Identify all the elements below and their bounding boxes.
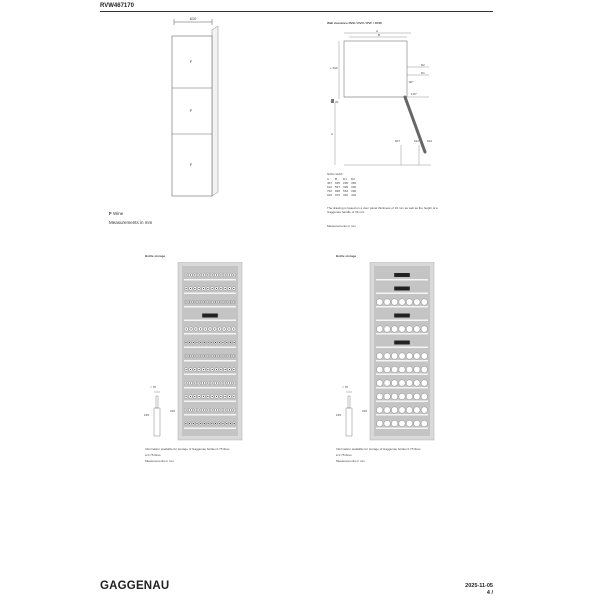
table-cell: 295 bbox=[343, 181, 349, 185]
shelf bbox=[184, 414, 236, 416]
bottle-neck-icon bbox=[216, 409, 217, 410]
bottle-neck-icon bbox=[194, 382, 195, 383]
bottle-neck-icon bbox=[233, 396, 234, 397]
bottle-neck-icon bbox=[233, 409, 234, 410]
bottle-icon bbox=[377, 407, 383, 413]
shelf bbox=[184, 428, 236, 430]
niche-width-title: Niche width bbox=[327, 172, 343, 176]
bottle-neck-icon bbox=[229, 274, 230, 275]
bottle-neck-icon bbox=[234, 423, 235, 424]
bottle-neck-icon bbox=[199, 288, 200, 289]
bottle-neck-icon bbox=[193, 342, 194, 343]
table-cell: 564 bbox=[343, 189, 349, 193]
bottle-neck-icon bbox=[219, 355, 220, 356]
shelf bbox=[376, 347, 428, 349]
bottle-storage-title-right: Bottle storage bbox=[336, 254, 357, 258]
bottle-neck-icon bbox=[219, 423, 220, 424]
bottle-neck-icon bbox=[203, 396, 204, 397]
bottle-neck-icon bbox=[222, 301, 223, 302]
table-header: A bbox=[327, 177, 330, 181]
bottle-storage-title-left: Bottle storage bbox=[145, 254, 166, 258]
bottle-neck-icon bbox=[212, 409, 213, 410]
bottle-icon bbox=[399, 353, 405, 359]
display-panel bbox=[394, 287, 410, 291]
bottle-neck-icon bbox=[189, 423, 190, 424]
table-cell: 340 bbox=[343, 193, 349, 197]
shelf bbox=[376, 387, 428, 389]
bottle-neck-icon bbox=[199, 274, 200, 275]
bottle-icon bbox=[391, 407, 397, 413]
bottle-neck-icon bbox=[215, 301, 216, 302]
bottle-neck-icon bbox=[234, 301, 235, 302]
bottle-neck-icon bbox=[220, 396, 221, 397]
bottle-icon bbox=[377, 393, 383, 399]
bottle-neck-icon bbox=[185, 301, 186, 302]
bottle-neck-icon bbox=[230, 301, 231, 302]
bottle-neck-icon bbox=[211, 342, 212, 343]
bottle-neck-icon bbox=[200, 301, 201, 302]
bottle-neck-icon bbox=[185, 423, 186, 424]
angle-label: 115° bbox=[411, 92, 417, 96]
bottle-neck-icon bbox=[208, 301, 209, 302]
display-panel bbox=[202, 314, 218, 318]
bottle-neck-icon bbox=[199, 396, 200, 397]
bottle-icon bbox=[406, 407, 412, 413]
bottle-neck-icon bbox=[186, 328, 187, 329]
table-cell: 762 bbox=[327, 189, 333, 193]
shelf bbox=[376, 279, 428, 281]
shelf bbox=[184, 320, 236, 322]
table-cell: 457 bbox=[327, 181, 333, 185]
bottle-icon bbox=[399, 366, 405, 372]
bottle-neck-icon bbox=[219, 328, 220, 329]
bottle-neck-icon bbox=[229, 409, 230, 410]
bottle-icon bbox=[414, 326, 420, 332]
bottle-neck-icon bbox=[190, 369, 191, 370]
bottle-neck-icon bbox=[215, 423, 216, 424]
bottle-neck-icon bbox=[226, 342, 227, 343]
bottle-icon bbox=[377, 366, 383, 372]
bottle-neck-icon bbox=[208, 342, 209, 343]
bottle-neck-icon bbox=[219, 301, 220, 302]
table-cell: 910 bbox=[327, 193, 333, 197]
compartment-label-1: F bbox=[189, 59, 193, 64]
bottle-icon bbox=[377, 380, 383, 386]
display-panel bbox=[394, 273, 410, 277]
shelf bbox=[184, 306, 236, 308]
bottle-neck-icon bbox=[196, 342, 197, 343]
bottle-neck-icon bbox=[212, 369, 213, 370]
bottle-neck-icon bbox=[194, 288, 195, 289]
bottle-icon bbox=[391, 393, 397, 399]
bottle-icon bbox=[377, 326, 383, 332]
bottle-neck-icon bbox=[203, 369, 204, 370]
bottle-neck-icon bbox=[196, 301, 197, 302]
bottle-neck-icon bbox=[216, 369, 217, 370]
shelf bbox=[184, 374, 236, 376]
bottle-neck-icon bbox=[212, 288, 213, 289]
dim-607-label: 607 bbox=[395, 139, 401, 143]
bottle-icon bbox=[391, 366, 397, 372]
table-cell: 970 bbox=[335, 193, 341, 197]
bottle-note-right-1: Information available for storage of Gaggenau bottles 0.75 litres bbox=[336, 447, 421, 451]
bottle-neck-icon bbox=[224, 328, 225, 329]
bottle-icon bbox=[391, 299, 397, 305]
clearance-table bbox=[327, 177, 359, 197]
bottle-note-left-3: Measurements in mm bbox=[145, 459, 174, 463]
table-header: D2 bbox=[351, 177, 355, 181]
bottle-neck-icon bbox=[193, 355, 194, 356]
bottle-neck-icon bbox=[229, 382, 230, 383]
bottle-icon bbox=[384, 420, 390, 426]
bottle-icon bbox=[399, 420, 405, 426]
measurements-note-clearance: Measurements in mm bbox=[327, 224, 356, 228]
bottle-neck-icon bbox=[219, 342, 220, 343]
bottle-note-left-2: ● 0.75 litres bbox=[145, 453, 161, 457]
depth-dimension-label: 610 bbox=[189, 16, 197, 21]
bottle-neck-icon bbox=[204, 342, 205, 343]
shelf bbox=[184, 279, 236, 281]
table-cell: 399 bbox=[343, 185, 349, 189]
shelf bbox=[184, 347, 236, 349]
small-dim-label: 20 bbox=[335, 100, 339, 104]
bottle-note-right-2: ● 0.75 litres bbox=[336, 453, 352, 457]
bottle-neck-icon bbox=[220, 382, 221, 383]
bottle-neck-icon bbox=[207, 288, 208, 289]
bottle-neck-icon bbox=[199, 409, 200, 410]
table-cell: 597 bbox=[335, 185, 341, 189]
header-rule bbox=[100, 11, 493, 12]
bottle-neck-icon bbox=[225, 288, 226, 289]
bottle-neck-icon bbox=[222, 342, 223, 343]
bottle-neck-icon bbox=[215, 355, 216, 356]
bottle-neck-icon bbox=[194, 409, 195, 410]
bottle-icon bbox=[421, 299, 427, 305]
bottle-neck-icon bbox=[203, 382, 204, 383]
bottle-icon bbox=[421, 407, 427, 413]
bottle-icon bbox=[421, 326, 427, 332]
legend-symbol: F bbox=[109, 211, 112, 216]
bottle-neck-icon bbox=[225, 369, 226, 370]
bottle-neck-icon bbox=[190, 328, 191, 329]
bottle-neck-icon bbox=[207, 409, 208, 410]
bottle-icon bbox=[406, 326, 412, 332]
bottle-neck-icon bbox=[222, 423, 223, 424]
bottle-note-right-2-text: 0.75 litres bbox=[338, 453, 352, 457]
bottle-neck-icon bbox=[194, 369, 195, 370]
bottle-neck-icon bbox=[220, 288, 221, 289]
bottle-neck-icon bbox=[230, 423, 231, 424]
bottle-neck-icon bbox=[207, 369, 208, 370]
bottle-neck-icon bbox=[225, 396, 226, 397]
bottle-neck-icon bbox=[204, 301, 205, 302]
bottle-neck-icon bbox=[228, 328, 229, 329]
bottle-icon bbox=[421, 353, 427, 359]
table-cell: 330 bbox=[351, 185, 357, 189]
bottle-neck-icon bbox=[212, 274, 213, 275]
bottle-icon bbox=[384, 353, 390, 359]
bottle-neck-icon bbox=[190, 288, 191, 289]
bottle-icon bbox=[399, 299, 405, 305]
bottle-icon bbox=[384, 393, 390, 399]
dim-610-label: 610 bbox=[427, 139, 433, 143]
shelf bbox=[376, 374, 428, 376]
shelf bbox=[376, 401, 428, 403]
bottle-icon bbox=[391, 326, 397, 332]
bottle-neck-icon bbox=[196, 423, 197, 424]
shelf bbox=[376, 414, 428, 416]
bottle-neck-icon bbox=[196, 355, 197, 356]
dim-label-d2: D2 bbox=[421, 63, 425, 67]
bottle-icon bbox=[406, 299, 412, 305]
shelf bbox=[184, 293, 236, 295]
bottle-icon bbox=[384, 366, 390, 372]
table-header: D1 bbox=[343, 177, 347, 181]
bottle-neck-icon bbox=[203, 274, 204, 275]
bottle-icon bbox=[414, 407, 420, 413]
bottle-note-left-2-text: 0.75 litres bbox=[147, 453, 161, 457]
bottle-neck-icon bbox=[233, 369, 234, 370]
bottle-neck-icon bbox=[208, 355, 209, 356]
bottle-neck-icon bbox=[211, 301, 212, 302]
bottle-neck-icon bbox=[200, 423, 201, 424]
bottle-neck-icon bbox=[234, 355, 235, 356]
bottle-icon bbox=[414, 366, 420, 372]
bottle-neck-icon bbox=[193, 301, 194, 302]
bottle-icon bbox=[384, 407, 390, 413]
bottle-icon bbox=[406, 353, 412, 359]
display-panel bbox=[394, 314, 410, 318]
bottle-neck-icon bbox=[204, 423, 205, 424]
model-number: RVW467170 bbox=[100, 3, 134, 9]
bottle-icon bbox=[406, 366, 412, 372]
table-row bbox=[327, 193, 359, 197]
bottle-neck-icon bbox=[190, 409, 191, 410]
dim-label-d1: D1 bbox=[421, 71, 425, 75]
bottle-neck-icon bbox=[234, 342, 235, 343]
table-cell: 402 bbox=[351, 193, 357, 197]
bottle-neck-icon bbox=[186, 382, 187, 383]
legend-text: Wine bbox=[113, 211, 124, 216]
bottle-icon bbox=[377, 299, 383, 305]
shelf bbox=[376, 306, 428, 308]
bottle-neck-icon bbox=[226, 423, 227, 424]
bottle-icon bbox=[406, 393, 412, 399]
compartment-label-2: F bbox=[189, 108, 193, 113]
bottle-icon bbox=[377, 420, 383, 426]
bottle-neck-icon bbox=[220, 409, 221, 410]
bottle-icon bbox=[421, 393, 427, 399]
bottle-neck-icon bbox=[200, 328, 201, 329]
bottle-neck-icon bbox=[216, 288, 217, 289]
bottle-neck-icon bbox=[200, 342, 201, 343]
bottle-icon bbox=[384, 326, 390, 332]
bottle-neck-icon bbox=[225, 409, 226, 410]
table-cell: 365 bbox=[351, 181, 357, 185]
bottle-neck-icon bbox=[216, 396, 217, 397]
bottle-neck-icon bbox=[194, 274, 195, 275]
dim-label-b: B bbox=[377, 33, 381, 37]
bottle-neck-icon bbox=[199, 369, 200, 370]
table-cell: 635 bbox=[335, 181, 341, 185]
legend bbox=[109, 211, 123, 216]
bottle-neck-icon bbox=[220, 369, 221, 370]
bottle-neck-icon bbox=[226, 301, 227, 302]
height-label-a: A bbox=[331, 132, 334, 136]
bottle-storage-drawing-left bbox=[140, 262, 250, 442]
bottle-neck-icon bbox=[233, 288, 234, 289]
bottle-neck-icon bbox=[207, 396, 208, 397]
bottle-icon bbox=[414, 420, 420, 426]
bottle-neck-icon bbox=[190, 396, 191, 397]
shelf bbox=[376, 333, 428, 335]
compartment-label-3: F bbox=[189, 162, 193, 167]
table-cell: 395 bbox=[351, 189, 357, 193]
bottle-neck-icon bbox=[204, 355, 205, 356]
bottle-neck-icon bbox=[186, 369, 187, 370]
bottle-neck-icon bbox=[189, 342, 190, 343]
bottle-neck-icon bbox=[185, 355, 186, 356]
bottle-neck-icon bbox=[193, 423, 194, 424]
appliance-dimension-drawing bbox=[160, 14, 240, 199]
bottle-neck-icon bbox=[233, 274, 234, 275]
document-date: 2025-11-05 bbox=[465, 583, 493, 589]
measurements-note-sketch: Measurements in mm bbox=[109, 220, 153, 225]
shelf bbox=[184, 360, 236, 362]
bottle-neck-icon bbox=[200, 355, 201, 356]
bottle-neck-icon bbox=[229, 396, 230, 397]
bottle-neck-icon bbox=[209, 328, 210, 329]
bottle-neck-icon bbox=[190, 382, 191, 383]
shelf bbox=[376, 428, 428, 430]
bottle-icon bbox=[399, 380, 405, 386]
hinge-label: 90° bbox=[409, 80, 414, 84]
bottle-neck-icon bbox=[207, 274, 208, 275]
bottle-neck-icon bbox=[225, 382, 226, 383]
bottle-neck-icon bbox=[194, 396, 195, 397]
bottle-icon bbox=[414, 353, 420, 359]
dim-label-a: A bbox=[375, 29, 379, 33]
bottle-neck-icon bbox=[189, 301, 190, 302]
dim-612-label: 612 bbox=[414, 139, 420, 143]
bottle-neck-icon bbox=[229, 369, 230, 370]
display-panel bbox=[394, 341, 410, 345]
bottle-icon bbox=[406, 380, 412, 386]
bottle-neck-icon bbox=[185, 342, 186, 343]
bottle-neck-icon bbox=[215, 342, 216, 343]
bottle-note-left-1: Information available for storage of Gaggenau bottles 0.75 litres bbox=[145, 447, 230, 451]
bottle-icon bbox=[399, 326, 405, 332]
bottle-icon bbox=[391, 353, 397, 359]
bottle-neck-icon bbox=[208, 423, 209, 424]
bottle-icon bbox=[391, 380, 397, 386]
bottle-icon bbox=[406, 420, 412, 426]
bottle-icon bbox=[391, 420, 397, 426]
bottle-icon bbox=[384, 380, 390, 386]
shelf bbox=[376, 320, 428, 322]
bottle-icon bbox=[399, 393, 405, 399]
bottle-neck-icon bbox=[186, 396, 187, 397]
bottle-icon bbox=[421, 380, 427, 386]
bottle-neck-icon bbox=[233, 328, 234, 329]
table-cell: 838 bbox=[335, 189, 341, 193]
wall-clearance-drawing bbox=[327, 27, 442, 170]
bottle-neck-icon bbox=[190, 274, 191, 275]
bottle-icon bbox=[384, 299, 390, 305]
bottle-storage-drawing-right bbox=[330, 262, 440, 442]
bottle-neck-icon bbox=[214, 328, 215, 329]
bottle-neck-icon bbox=[195, 328, 196, 329]
shelf bbox=[376, 360, 428, 362]
bottle-neck-icon bbox=[205, 328, 206, 329]
bottle-neck-icon bbox=[207, 382, 208, 383]
bottle-icon bbox=[421, 366, 427, 372]
height-label: + 640 bbox=[330, 66, 338, 70]
bottle-neck-icon bbox=[216, 382, 217, 383]
page-number: 4 / bbox=[486, 590, 493, 596]
bottle-neck-icon bbox=[230, 355, 231, 356]
bottle-neck-icon bbox=[186, 288, 187, 289]
bottle-neck-icon bbox=[186, 409, 187, 410]
bottle-icon bbox=[377, 353, 383, 359]
bottle-dim-1-right: < 70 bbox=[342, 385, 348, 389]
bottle-icon bbox=[399, 407, 405, 413]
bottle-icon bbox=[414, 393, 420, 399]
bottle-neck-icon bbox=[203, 409, 204, 410]
table-cell: 610 bbox=[327, 185, 333, 189]
bottle-neck-icon bbox=[222, 355, 223, 356]
bottle-neck-icon bbox=[216, 274, 217, 275]
bottle-neck-icon bbox=[233, 382, 234, 383]
bottle-neck-icon bbox=[212, 382, 213, 383]
shelf bbox=[184, 333, 236, 335]
clearance-note: The drawing is based on a door panel thickness of 19 mm as well as the height of a Gaggenau handle of 39 mm. bbox=[327, 206, 438, 214]
bottle-neck-icon bbox=[211, 423, 212, 424]
bottle-dim-3: 310 bbox=[170, 409, 176, 413]
shelf bbox=[376, 293, 428, 295]
bottle-neck-icon bbox=[203, 288, 204, 289]
bottle-icon bbox=[414, 299, 420, 305]
bottle-neck-icon bbox=[230, 342, 231, 343]
bottle-dim-2: 165 bbox=[144, 413, 150, 417]
brand-logo: GAGGENAU bbox=[100, 580, 170, 592]
bottle-neck-icon bbox=[229, 288, 230, 289]
bottle-neck-icon bbox=[211, 355, 212, 356]
bottle-neck-icon bbox=[220, 274, 221, 275]
bottle-neck-icon bbox=[186, 274, 187, 275]
wall-clearance-title: Wall clearance RVB / RVO / RVF / RVW bbox=[327, 21, 382, 25]
bottle-icon bbox=[421, 420, 427, 426]
bottle-dim-1: < 70 bbox=[150, 385, 156, 389]
bottle-note-right-3: Measurements in mm bbox=[336, 459, 365, 463]
bottle-dim-3-right: 310 bbox=[362, 409, 368, 413]
bottle-neck-icon bbox=[212, 396, 213, 397]
bottle-neck-icon bbox=[225, 274, 226, 275]
bottle-icon bbox=[414, 380, 420, 386]
bottle-neck-icon bbox=[189, 355, 190, 356]
bottle-neck-icon bbox=[199, 382, 200, 383]
bottle-neck-icon bbox=[226, 355, 227, 356]
bottle-dim-2-right: 165 bbox=[336, 413, 342, 417]
shelf bbox=[184, 387, 236, 389]
table-header: B bbox=[335, 177, 338, 181]
shelf bbox=[184, 401, 236, 403]
